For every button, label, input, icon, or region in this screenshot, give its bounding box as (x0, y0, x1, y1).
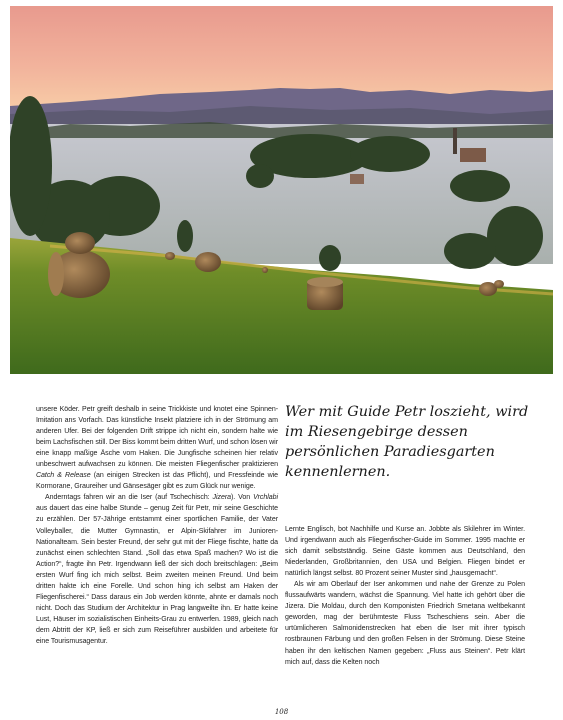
text-run: unsere Köder. Petr greift deshalb in seine Trickkiste und knotet eine Spinnen-Imitation ans Vorfach. Das künstliche Insekt platziere ich in der Strömung am anderen Ufer. Bei der folgenden Drift strippe ich nicht ein, sondern halte wie beim Lachsfischen still. Der Biss kommt beim dritten Wurf, und schon lösen wir eine knapp maßige Äsche vom Haken. Die Jungfische scheinen hier relativ unbeschwert aufwachsen zu können. Die meisten Fliegenfischer praktizieren (36, 406, 278, 469)
text-run: Anderntags fahren wir an die Iser (auf Tschechisch: (45, 494, 213, 502)
text-column-left (36, 404, 278, 647)
emphasis: Catch & Release (36, 472, 91, 480)
landscape-photo (10, 6, 553, 374)
text-run: aus dauert das eine halbe Stunde – genug Zeit für Petr, mir seine Geschichte zu erzählen. Der 57-Jährige entstammt einer sportlichen Familie, der Vater Volleyballer, die Mutter Gymnastin, er Alpin-Skifahrer im Junioren-Nationalteam. Sein bester Freund, der sehr gut mit der Fliege fischte, hatte da zunächst einen schlechten Stand. „Soll das etwa Spaß machen? Wo ist die Action?“, fragte ihn Petr. Irgendwann ließ der sich doch breitschlagen: „Beim ersten Wurf fing ich mich selbst. Beim zweiten meinen Freund. Und beim dritten hakte ich eine Forelle. Und schon hing ich selbst am Haken der Fliegenfischerei.“ Dass daraus ein Job werden könnte, ahnte er damals noch nicht. Doch das Studium der Architektur in Prag langweilte ihn. Er hatte keine Lust, Häuser im sozialistischen Einheits-Grau zu entwerfen. 1989, gleich nach dem Abtritt der KP, ließ er sich zum Reiseführer ausbilden und arbeitete für eine Tourismusagentur. (36, 505, 278, 645)
text-column-right (285, 524, 525, 668)
text-run: ). Von (231, 494, 254, 502)
page-number: 108 (274, 708, 289, 716)
landscape-illustration (10, 6, 553, 374)
pull-quote: Wer mit Guide Petr loszieht, wird im Riesengebirge dessen persönlichen Paradiesgarten kennenlernen. (285, 404, 529, 480)
text-run: (an einigen Strecken ist das Pflicht), und Fressfeinde wie Kormorane, Graureiher und Gänsesäger gibt es zum Glück nur wenige. (36, 472, 278, 491)
emphasis: Jizera (212, 494, 232, 502)
paragraph (36, 404, 278, 492)
paragraph: Lernte Englisch, bot Nachhilfe und Kurse an. Jobbte als Skilehrer im Winter. Und irgendwann auch als Fliegenfischer-Guide im Sommer. 1995 machte er sich damit selbstständig. Seine Gäste kommen aus Deutschland, den Niederlanden, Großbritannien, den USA und Belgien. Fliegen bindet er natürlich längst selbst. 80 Prozent seiner Muster sind „hausgemacht“. (285, 526, 525, 578)
emphasis: Vrchlabi (253, 494, 278, 502)
paragraph (36, 492, 278, 647)
paragraph: Als wir am Oberlauf der Iser ankommen und nahe der Grenze zu Polen flussaufwärts wandern, wächst die Spannung. Viel hatte ich gehört über die Jizera. Die Moldau, durch den Komponisten Friedrich Smetana weltbekannt geworden, mag der berühmteste Fluss Tscheschiens sein. Aber die urtümlicheren Salmonidenstrecken hat eben die Iser mit ihrer typisch rostbraunen Färbung und den großen Felsen in der Strömung. Diese Steine haben ihr den keltischen Namen gegeben: „Fluss aus Steinen“. Petr klärt mich auf, dass die Kelten noch (285, 581, 525, 666)
